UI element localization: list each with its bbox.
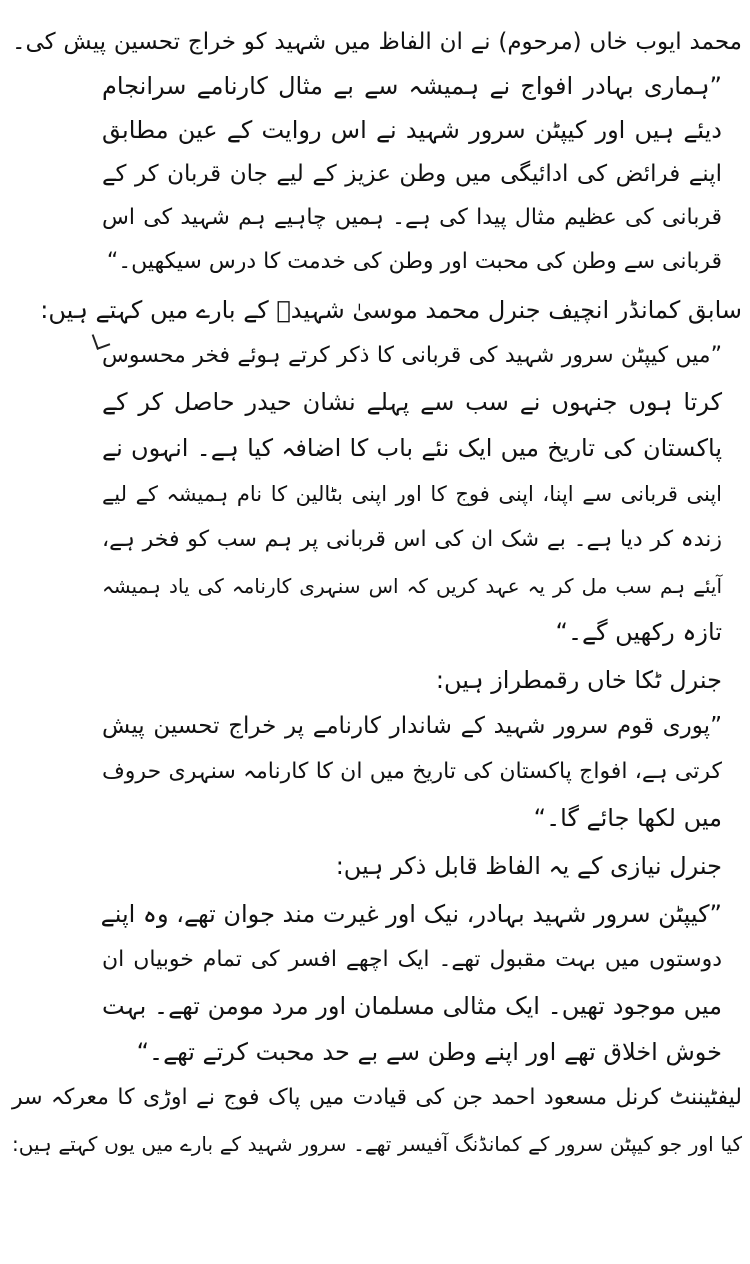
- text-line-18: میں لکھا جائے گا۔“: [533, 804, 722, 832]
- text-line-21: دوستوں میں بہت مقبول تھے۔ ایک اچھے افسر کی تمام خوبیاں ان: [102, 947, 722, 972]
- text-line-11: اپنی قربانی سے اپنا، اپنی فوج کا اور اپنی بٹالین کا نام ہمیشہ کے لیے: [102, 482, 722, 506]
- text-line-20: ”کیپٹن سرور شہید بہادر، نیک اور غیرت مند جوان تھے، وہ اپنے: [100, 900, 722, 928]
- text-line-16: ”پوری قوم سرور شہید کے شاندار کارنامے پر خراج تحسین پیش: [102, 713, 722, 739]
- text-line-15: جنرل ٹکا خاں رقمطراز ہیں:: [435, 666, 722, 694]
- text-line-2: ”ہماری بہادر افواج نے ہمیشہ سے بے مثال کارنامے سرانجام: [102, 72, 722, 100]
- text-line-7: سابق کمانڈر انچیف جنرل محمد موسیٰ شہیدؔ کے بارے میں کہتے ہیں:: [40, 296, 742, 324]
- text-line-1: محمد ایوب خاں (مرحوم) نے ان الفاظ میں شہید کو خراج تحسین پیش کی۔: [12, 29, 742, 55]
- text-line-19: جنرل نیازی کے یہ الفاظ قابل ذکر ہیں:: [335, 852, 722, 880]
- text-line-4: اپنے فرائض کی ادائیگی میں وطن عزیز کے لیے جان قربان کر کے: [102, 161, 722, 187]
- text-line-12: زندہ کر دیا ہے۔ بے شک ان کی اس قربانی پر ہم سب کو فخر ہے،: [102, 527, 722, 552]
- text-line-5: قربانی کی عظیم مثال پیدا کی ہے۔ ہمیں چاہیے ہم شہید کی اس: [102, 205, 722, 230]
- text-line-22: میں موجود تھیں۔ ایک مثالی مسلمان اور مرد مومن تھے۔ بہت: [102, 992, 722, 1020]
- text-line-17: کرتی ہے، افواج پاکستان کی تاریخ میں ان کا کارنامہ سنہری حروف: [102, 759, 722, 784]
- text-line-10: پاکستان کی تاریخ میں ایک نئے باب کا اضافہ کیا ہے۔ انہوں نے: [102, 434, 722, 462]
- text-line-23: خوش اخلاق تھے اور اپنے وطن سے بے حد محبت کرتے تھے۔“: [136, 1038, 722, 1066]
- text-line-3: دیئے ہیں اور کیپٹن سرور شہید نے اس روایت کے عین مطابق: [102, 116, 722, 144]
- text-line-6: قربانی سے وطن کی محبت اور وطن کی خدمت کا درس سیکھیں۔“: [106, 249, 722, 274]
- text-line-14: تازہ رکھیں گے۔“: [555, 618, 722, 646]
- text-line-24: لیفٹیننٹ کرنل مسعود احمد جن کی قیادت میں پاک فوج نے اوڑی کا معرکہ سر: [12, 1085, 742, 1110]
- text-line-13: آیئے ہم سب مل کر یہ عہد کریں کہ اس سنہری کارنامہ کی یاد ہمیشہ: [102, 574, 722, 598]
- text-line-8: ”میں کیپٹن سرور شہید کی قربانی کا ذکر کرتے ہوئے فخر محسوس: [102, 343, 722, 368]
- text-line-25: کیا اور جو کیپٹن سرور کے کمانڈنگ آفیسر تھے۔ سرور شہید کے بارے میں یوں کہتے ہیں:: [12, 1132, 742, 1156]
- text-line-9: کرتا ہوں جنہوں نے سب سے پہلے نشان حیدر حاصل کر کے: [102, 388, 722, 416]
